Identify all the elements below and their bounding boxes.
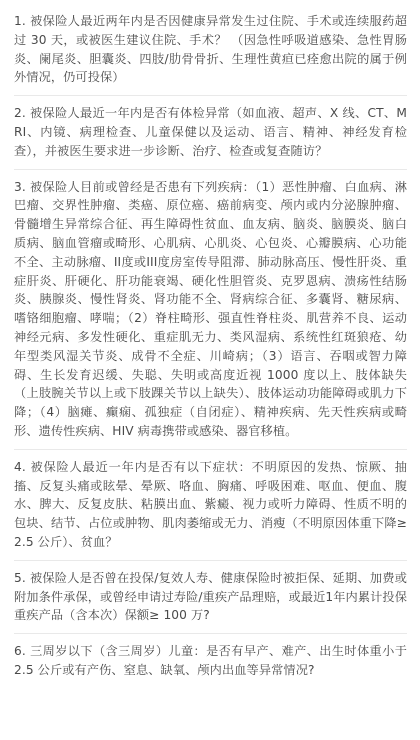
divider: [14, 633, 407, 634]
question-2-text: 被保险人最近一年内是否有体检异常（如血液、超声、X 线、CT、MRI、内镜、病理检查、儿童保健以及运动、语言、精神、神经发育检查），并被医生要求进一步诊断、治疗、检查或复查随访？: [14, 106, 407, 158]
question-3-number: 3.: [14, 179, 26, 194]
question-4-text: 被保险人最近一年内是否有以下症状：不明原因的发热、惊厥、抽搐、反复头痛或眩晕、晕厥、咯血、胸痛、呼吸困难、呕血、便血、腹水、脾大、反复皮肤、粘膜出血、紫癜、视力或听力障碍、性质不明的包块、结节、占位或肿物、肌肉萎缩或无力、消瘦（不明原因体重下降≥2.5 公斤）、贫血？: [14, 459, 407, 549]
question-3-text: 被保险人目前或曾经是否患有下列疾病：（1）恶性肿瘤、白血病、淋巴瘤、交界性肿瘤、类癌、原位癌、癌前病变、颅内或内分泌腺肿瘤、骨髓增生异常综合征、再生障碍性贫血、血友病、脑炎、脑膜炎、脑白质病、脑血管瘤或畸形、心肌病、心肌炎、心包炎、心瓣膜病、心功能不全、主动脉瘤、II度或III度房室传导阻滞、肺动脉高压、慢性肝炎、重症肝炎、肝硬化、肝功能衰竭、硬化性胆管炎、克罗恩病、溃疡性结肠炎、胰腺炎、慢性肾炎、肾功能不全、肾病综合征、多囊肾、糖尿病、嗜铬细胞瘤、哮喘；（2）脊柱畸形、强直性脊柱炎、肌营养不良、运动神经元病、多发性硬化、重症肌无力、类风湿病、系统性红斑狼疮、幼年型类风湿关节炎、成骨不全症、川崎病；（3）语言、吞咽或智力障碍、生长发育迟缓、失聪、失明或高度近视 1000 度以上、肢体缺失（上肢腕关节以上或下肢踝关节以上缺失）、肢体运动功能障碍或肌力下降；（4）脑瘫、癫痫、孤独症（自闭症）、精神疾病、先天性疾病或畸形、遗传性疾病、HIV 病毒携带或感染、器官移植。: [14, 179, 407, 438]
question-4-number: 4.: [14, 459, 26, 474]
question-1-text: 被保险人最近两年内是否因健康异常发生过住院、手术或连续服药超过 30 天，或被医生建议住院、手术？ （因急性呼吸道感染、急性胃肠炎、阑尾炎、胆囊炎、四肢/肋骨骨折、生理性黄疸已痊愈出院的属于例外情况，仍可投保）: [14, 14, 407, 85]
question-3: [14, 178, 407, 441]
question-4: [14, 458, 407, 552]
question-6-number: 6.: [14, 644, 26, 659]
question-1-number: 1.: [14, 14, 26, 28]
question-5-number: 5.: [14, 570, 26, 585]
question-6: [14, 642, 407, 680]
divider: [14, 449, 407, 450]
divider: [14, 95, 407, 96]
question-2-number: 2.: [14, 106, 26, 121]
question-2: [14, 104, 407, 160]
divider: [14, 169, 407, 170]
question-1: [14, 12, 407, 87]
divider: [14, 560, 407, 561]
question-5-text: 被保险人是否曾在投保/复效人寿、健康保险时被拒保、延期、加费或附加条件承保，或曾经申请过寿险/重疾产品理赔，或最近1年内累计投保重疾产品（含本次）保额≥ 100 万?: [14, 570, 407, 623]
question-5: [14, 569, 407, 625]
question-6-text: 三周岁以下（含三周岁）儿童：是否有早产、难产、出生时体重小于 2.5 公斤或有产伤、窒息、缺氧、颅内出血等异常情况?: [14, 644, 407, 677]
